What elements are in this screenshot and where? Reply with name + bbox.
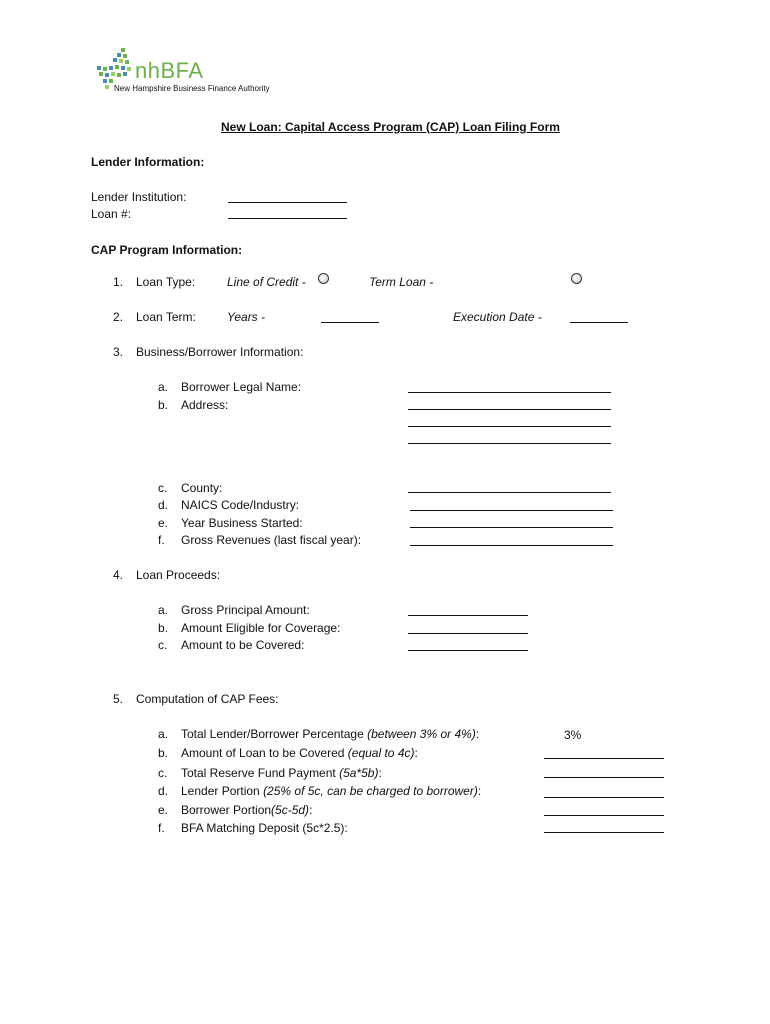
item5e-note: (5c-5d)	[271, 803, 310, 817]
item4b-letter: b.	[158, 621, 169, 635]
lender-portion-field[interactable]	[544, 797, 664, 798]
item4a-letter: a.	[158, 603, 169, 617]
item5-number: 5.	[113, 692, 124, 706]
page-title: New Loan: Capital Access Program (CAP) Loan Filing Form	[221, 120, 560, 134]
item5-label: Computation of CAP Fees:	[136, 692, 279, 706]
loan-covered-field[interactable]	[544, 758, 664, 759]
item5b-label: Amount of Loan to be Covered	[181, 746, 348, 760]
year-started-field[interactable]	[410, 527, 613, 528]
item5c-text	[181, 766, 382, 780]
item4c-letter: c.	[158, 638, 168, 652]
amount-eligible-label: Amount Eligible for Coverage:	[181, 621, 341, 635]
reserve-fund-field[interactable]	[544, 777, 664, 778]
address-label: Address:	[181, 398, 229, 412]
item5c-note: (5a*5b)	[339, 766, 379, 780]
item4-number: 4.	[113, 568, 124, 582]
item5e-label: Borrower Portion	[181, 803, 272, 817]
amount-covered-label: Amount to be Covered:	[181, 638, 305, 652]
item3e-letter: e.	[158, 516, 169, 530]
item4-label: Loan Proceeds:	[136, 568, 221, 582]
gross-revenues-label: Gross Revenues (last fiscal year):	[181, 533, 362, 547]
address-field-1[interactable]	[408, 409, 611, 410]
address-field-2[interactable]	[408, 426, 611, 427]
naics-label: NAICS Code/Industry:	[181, 498, 300, 512]
item5b-text	[181, 746, 418, 760]
item3d-letter: d.	[158, 498, 169, 512]
item5e-text	[181, 803, 312, 817]
bfa-matching-field[interactable]	[544, 832, 664, 833]
amount-covered-field[interactable]	[408, 650, 528, 651]
amount-eligible-field[interactable]	[408, 633, 528, 634]
item5d-label: Lender Portion	[181, 784, 264, 798]
gross-principal-field[interactable]	[408, 615, 528, 616]
item5a-letter: a.	[158, 727, 169, 741]
line-of-credit-label: Line of Credit -	[227, 275, 306, 289]
years-field[interactable]	[321, 322, 379, 323]
county-label: County:	[181, 481, 223, 495]
item5a-note: (between 3% or 4%)	[367, 727, 476, 741]
naics-field[interactable]	[410, 510, 613, 511]
logo-brand: nhBFA	[135, 58, 204, 83]
item3-label: Business/Borrower Information:	[136, 345, 304, 359]
item5d-note: (25% of 5c, can be charged to borrower)	[263, 784, 478, 798]
item5e-tail: :	[309, 803, 313, 817]
item5c-label: Total Reserve Fund Payment	[181, 766, 340, 780]
item5a-tail: :	[475, 727, 480, 741]
percentage-value: 3%	[564, 728, 582, 742]
item1-number: 1.	[113, 275, 124, 289]
county-field[interactable]	[408, 492, 611, 493]
year-started-label: Year Business Started:	[181, 516, 303, 530]
item3f-letter: f.	[158, 533, 165, 547]
loan-number-field[interactable]	[228, 218, 347, 219]
gross-revenues-field[interactable]	[410, 545, 613, 546]
item5d-text	[181, 784, 481, 798]
gross-principal-label: Gross Principal Amount:	[181, 603, 310, 617]
item3b-letter: b.	[158, 398, 169, 412]
item3-number: 3.	[113, 345, 124, 359]
item2-label: Loan Term:	[136, 310, 196, 324]
item5b-note: (equal to 4c)	[347, 746, 415, 760]
lender-institution-field[interactable]	[228, 202, 347, 203]
item3a-letter: a.	[158, 380, 169, 394]
logo	[95, 46, 295, 96]
loan-number-label: Loan #:	[91, 207, 132, 221]
term-loan-label: Term Loan -	[369, 275, 434, 289]
execution-date-label: Execution Date -	[453, 310, 542, 324]
item1-label: Loan Type:	[136, 275, 196, 289]
item5a-text	[181, 727, 479, 741]
item5a-label: Total Lender/Borrower Percentage	[181, 727, 368, 741]
item3c-letter: c.	[158, 481, 168, 495]
item5b-letter: b.	[158, 746, 169, 760]
item5d-tail: :	[477, 784, 482, 798]
borrower-legal-name-label: Borrower Legal Name:	[181, 380, 302, 394]
item5c-letter: c.	[158, 766, 168, 780]
borrower-portion-field[interactable]	[544, 815, 664, 816]
logo-subtitle: New Hampshire Business Finance Authority	[114, 84, 270, 93]
line-of-credit-radio[interactable]	[318, 273, 329, 284]
item5b-tail: :	[414, 746, 418, 760]
cap-heading: CAP Program Information:	[91, 243, 243, 257]
term-loan-radio[interactable]	[571, 273, 582, 284]
years-label: Years -	[227, 310, 266, 324]
execution-date-field[interactable]	[570, 322, 628, 323]
borrower-legal-name-field[interactable]	[408, 392, 611, 393]
address-field-3[interactable]	[408, 443, 611, 444]
item5d-letter: d.	[158, 784, 169, 798]
item5f-label: BFA Matching Deposit (5c*2.5):	[181, 821, 348, 835]
lender-heading: Lender Information:	[91, 155, 205, 169]
item5f-text	[181, 821, 348, 835]
item5e-letter: e.	[158, 803, 169, 817]
lender-institution-label: Lender Institution:	[91, 190, 187, 204]
item5c-tail: :	[378, 766, 382, 780]
item2-number: 2.	[113, 310, 124, 324]
item5f-letter: f.	[158, 821, 165, 835]
